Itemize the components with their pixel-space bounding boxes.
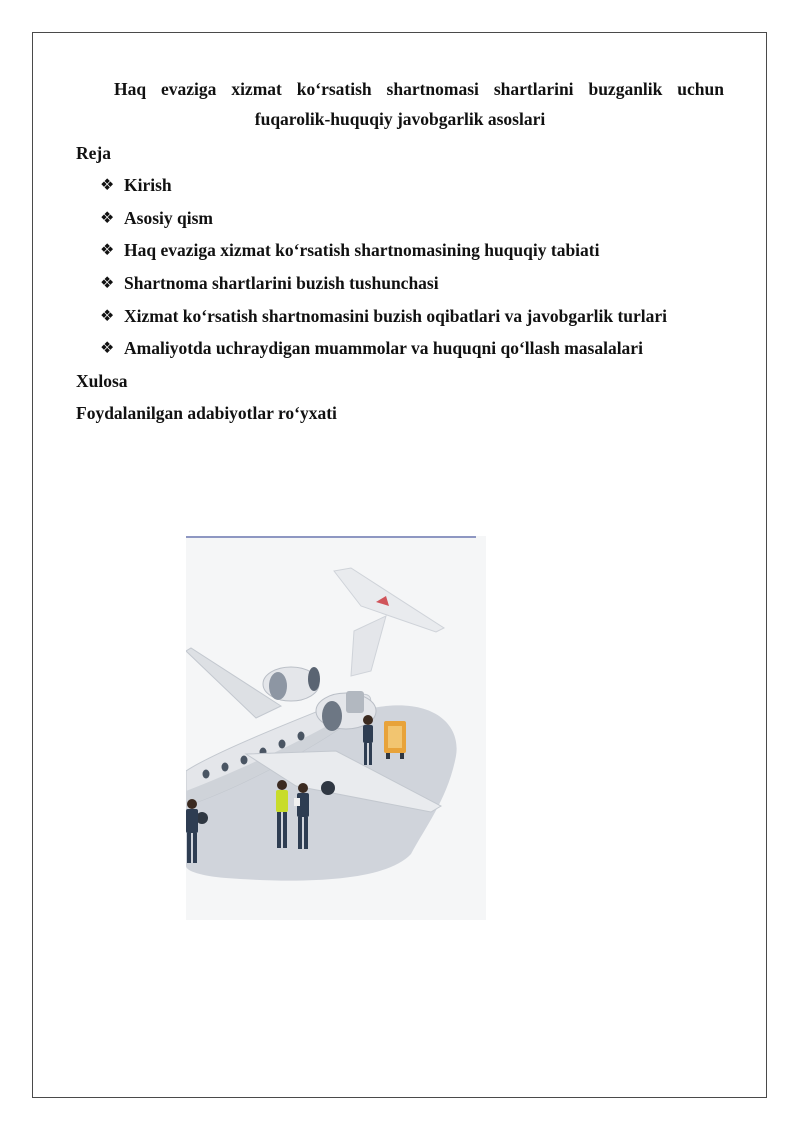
tail-fin — [351, 616, 386, 676]
plan-item-text: Shartnoma shartlarini buzish tushunchasi — [124, 273, 439, 294]
conclusion-heading: Xulosa — [76, 371, 128, 391]
diamond-bullet-icon: ❖ — [100, 305, 115, 325]
plan-heading: Reja — [76, 143, 111, 163]
list-item — [100, 208, 667, 241]
title-line-2: fuqarolik-huquqiy javobgarlik asoslari — [254, 109, 546, 129]
plan-item-text: Amaliyotda uchraydigan muammolar va huquqni qo‘llash masalalari — [124, 338, 643, 359]
title-line-1: Haq evaziga xizmat ko‘rsatish shartnomasi shartlarini buzganlik uchun — [114, 79, 724, 99]
list-item — [100, 338, 667, 371]
list-item — [100, 273, 667, 306]
airplane-illustration-svg — [186, 536, 486, 920]
references-heading: Foydalanilgan adabiyotlar ro‘yxati — [76, 403, 337, 423]
diamond-bullet-icon: ❖ — [100, 240, 115, 260]
diamond-bullet-icon: ❖ — [100, 273, 115, 293]
diamond-bullet-icon: ❖ — [100, 175, 115, 194]
plan-item-text: Kirish — [124, 175, 172, 195]
list-item — [100, 306, 667, 339]
list-item — [100, 175, 667, 208]
diamond-bullet-icon: ❖ — [100, 207, 115, 227]
list-item — [100, 240, 667, 273]
image-top-line — [186, 536, 476, 538]
plan-item-text: Xizmat ko‘rsatish shartnomasini buzish oqibatlari va javobgarlik turlari — [124, 305, 668, 326]
diamond-bullet-icon: ❖ — [100, 338, 115, 358]
plan-item-text: Asosiy qism — [124, 207, 213, 228]
horizontal-stabilizer — [334, 568, 444, 632]
airplane-maintenance-illustration — [186, 536, 486, 920]
engine-upper — [263, 667, 320, 701]
plan-item-text: Haq evaziga xizmat ko‘rsatish shartnomasining huquqiy tabiati — [124, 240, 600, 261]
plan-list — [100, 175, 667, 371]
document-title — [76, 74, 724, 134]
